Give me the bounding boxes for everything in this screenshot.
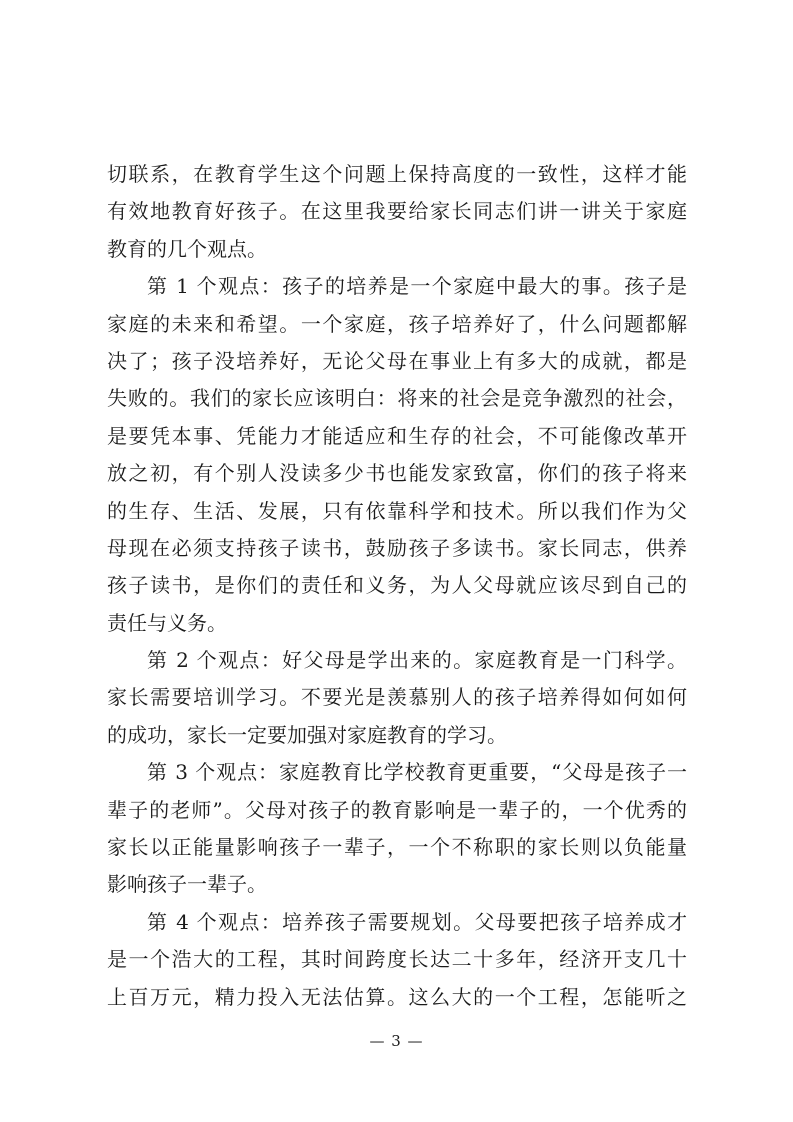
text-line-22: 是一个浩大的工程，其时间跨度长达二十多年，经济开支几十 xyxy=(107,947,687,972)
viewpoint-4-heading-line: 第 4 个观点：培养孩子需要规划。父母要把孩子培养成才 xyxy=(147,909,687,934)
viewpoint-3-heading-line: 第 3 个观点：家庭教育比学校教育更重要，“父母是孩子一 xyxy=(147,760,687,785)
viewpoint-1-heading-line: 第 1 个观点：孩子的培养是一个家庭中最大的事。孩子是 xyxy=(147,274,687,299)
text-line-11: 母现在必须支持孩子读书，鼓励孩子多读书。家长同志，供养 xyxy=(107,535,687,560)
text-line-1: 切联系，在教育学生这个问题上保持高度的一致性，这样才能 xyxy=(107,162,687,186)
text-line-10: 的生存、生活、发展，只有依靠科学和技术。所以我们作为父 xyxy=(107,498,687,523)
document-body xyxy=(107,156,687,1016)
page-number: — 3 — xyxy=(369,1032,424,1050)
text-line-3: 教育的几个观点。 xyxy=(107,236,267,261)
text-line-9: 放之初，有个别人没读多少书也能发家致富，你们的孩子将来 xyxy=(107,461,687,486)
text-line-19: 家长以正能量影响孩子一辈子，一个不称职的家长则以负能量 xyxy=(107,835,687,860)
viewpoint-2-heading-line: 第 2 个观点：好父母是学出来的。家庭教育是一门科学。 xyxy=(147,648,687,673)
text-line-16: 的成功，家长一定要加强对家庭教育的学习。 xyxy=(107,722,507,747)
text-line-15: 家长需要培训学习。不要光是羡慕别人的孩子培养得如何如何 xyxy=(107,685,687,710)
text-line-18: 辈子的老师”。父母对孩子的教育影响是一辈子的，一个优秀的 xyxy=(107,797,687,822)
text-line-20: 影响孩子一辈子。 xyxy=(107,872,267,897)
text-line-8: 是要凭本事、凭能力才能适应和生存的社会，不可能像改革开 xyxy=(107,423,687,448)
text-line-2: 有效地教育好孩子。在这里我要给家长同志们讲一讲关于家庭 xyxy=(107,199,687,224)
text-line-12: 孩子读书，是你们的责任和义务，为人父母就应该尽到自己的 xyxy=(107,573,687,598)
text-line-7: 失败的。我们的家长应该明白：将来的社会是竞争激烈的社会， xyxy=(107,386,687,411)
text-line-5: 家庭的未来和希望。一个家庭，孩子培养好了，什么问题都解 xyxy=(107,311,687,336)
text-line-23: 上百万元，精力投入无法估算。这么大的一个工程，怎能听之 xyxy=(107,984,687,1009)
text-line-6: 决了；孩子没培养好，无论父母在事业上有多大的成就，都是 xyxy=(107,348,687,373)
text-line-13: 责任与义务。 xyxy=(107,610,227,635)
